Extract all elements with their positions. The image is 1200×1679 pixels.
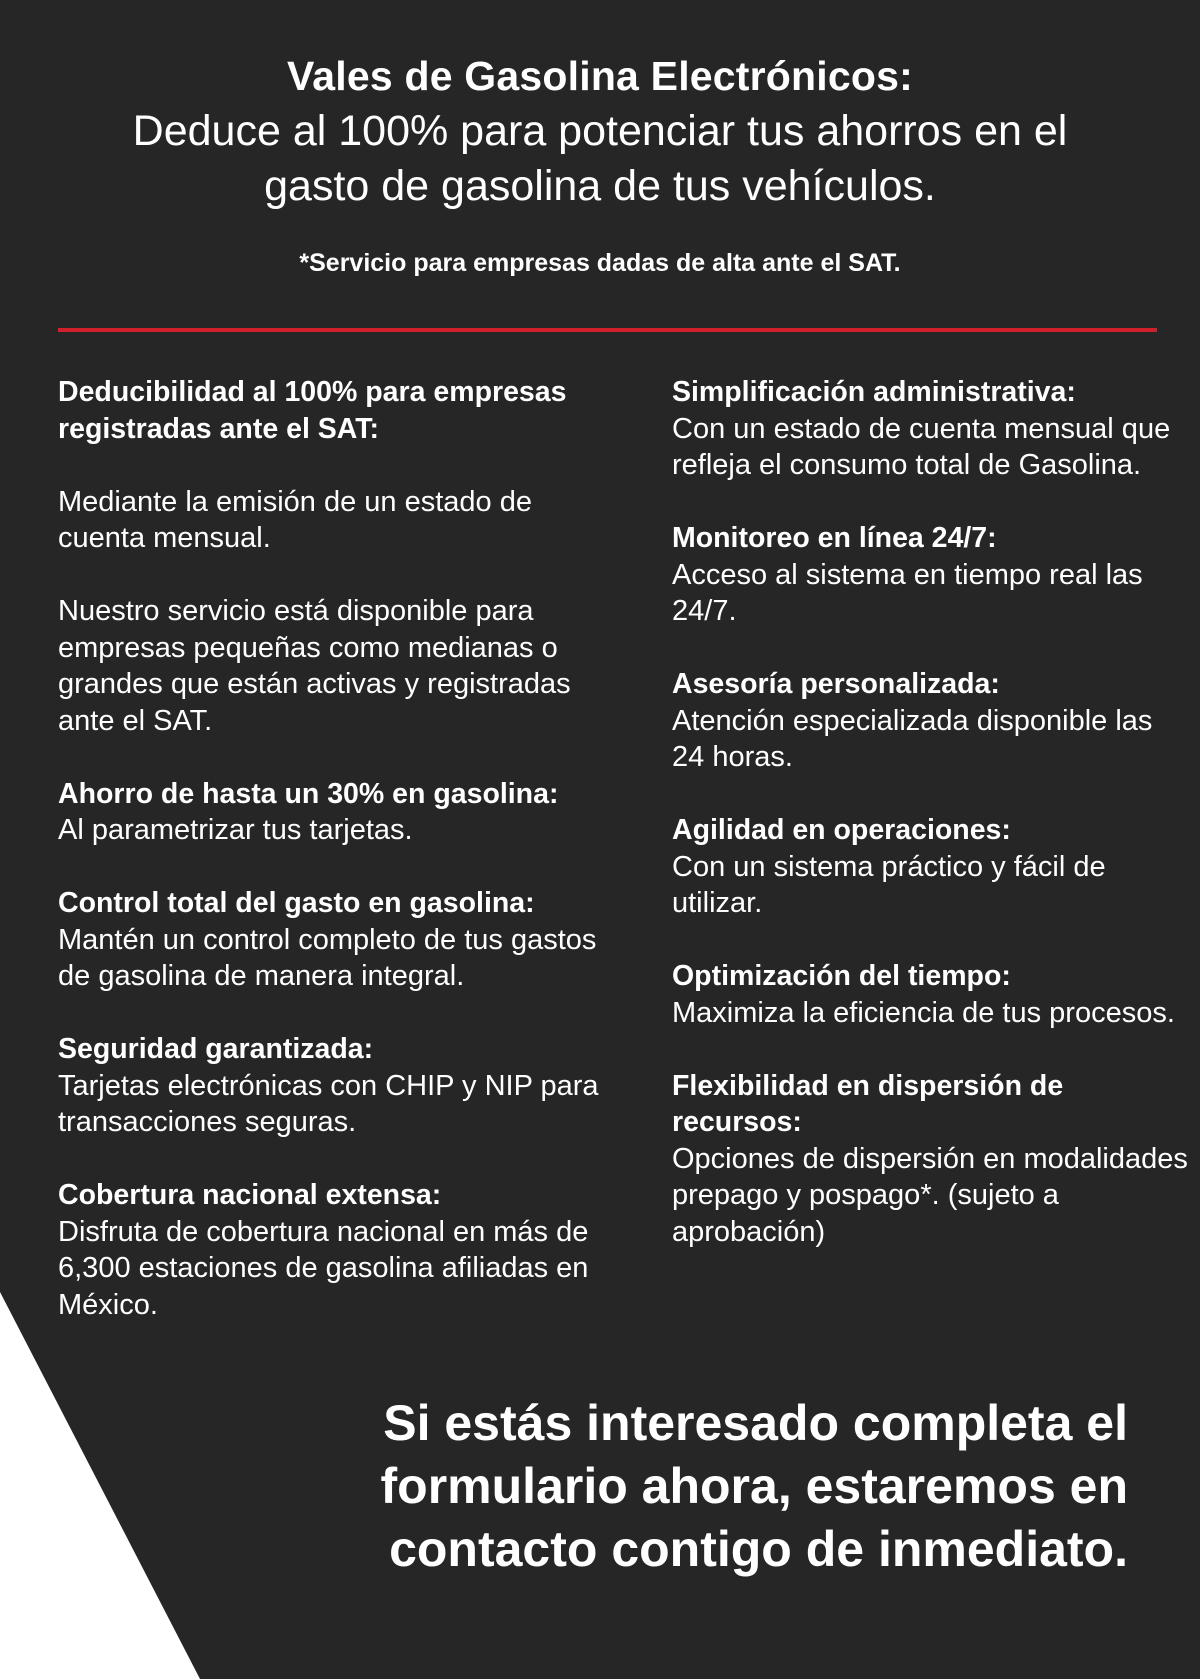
benefit-heading: Flexibilidad en dispersión de recursos: <box>672 1069 1064 1138</box>
benefit-heading: Optimización del tiempo: <box>672 960 1011 992</box>
benefit-text: Atención especializada disponible las 24 horas. <box>672 704 1153 773</box>
benefit-text: Con un estado de cuenta mensual que refleja el consumo total de Gasolina. <box>672 412 1171 481</box>
benefit-ahorro <box>58 776 618 849</box>
benefit-text: Mediante la emisión de un estado de cuenta mensual. <box>58 485 532 554</box>
red-divider <box>58 328 1157 332</box>
benefit-disponibilidad <box>58 593 618 739</box>
benefit-optimizacion <box>672 958 1192 1031</box>
page-subtitle <box>0 104 1200 214</box>
benefit-estado-cuenta <box>58 484 618 557</box>
benefit-seguridad <box>58 1031 618 1141</box>
benefit-asesoria <box>672 666 1192 776</box>
benefit-text: Tarjetas electrónicas con CHIP y NIP para transacciones seguras. <box>58 1069 599 1138</box>
benefit-heading: Monitoreo en línea 24/7: <box>672 522 997 554</box>
benefit-text: Al parametrizar tus tarjetas. <box>58 814 413 846</box>
benefit-heading: Control total del gasto en gasolina: <box>58 887 535 919</box>
benefit-agilidad <box>672 812 1192 922</box>
benefit-heading: Asesoría personalizada: <box>672 668 1000 700</box>
benefit-heading: Ahorro de hasta un 30% en gasolina: <box>58 777 559 810</box>
benefit-simplificacion <box>672 374 1192 484</box>
benefit-heading: Deducibilidad al 100% para empresas registradas ante el SAT: <box>58 376 567 445</box>
benefit-text: Disfruta de cobertura nacional en más de 6,300 estaciones de gasolina afiliadas en México. <box>58 1215 589 1321</box>
benefit-control <box>58 885 618 995</box>
cta-line-1: Si estás interesado completa el <box>383 1395 1128 1451</box>
benefit-cobertura <box>58 1177 618 1323</box>
cta-line-3: contacto contigo de inmediato. <box>389 1521 1128 1577</box>
benefit-text: Acceso al sistema en tiempo real las 24/7. <box>672 558 1143 627</box>
benefit-heading: Seguridad garantizada: <box>58 1033 374 1065</box>
benefit-text: Con un sistema práctico y fácil de utilizar. <box>672 850 1106 919</box>
left-column <box>58 374 618 1360</box>
benefit-heading: Cobertura nacional extensa: <box>58 1179 442 1211</box>
subtitle-line-2: gasto de gasolina de tus vehículos. <box>264 162 936 210</box>
benefit-deducibilidad <box>58 374 618 447</box>
benefit-heading: Simplificación administrativa: <box>672 376 1076 408</box>
cta-line-2: formulario ahora, estaremos en <box>380 1458 1128 1514</box>
benefit-flexibilidad <box>672 1068 1192 1251</box>
benefit-text: Maximiza la eficiencia de tus procesos. <box>672 996 1175 1029</box>
call-to-action <box>348 1392 1128 1581</box>
sat-note: *Servicio para empresas dadas de alta ante el SAT. <box>299 249 901 277</box>
benefit-text: Opciones de dispersión en modalidades prepago y pospago*. (sujeto a aprobación) <box>672 1142 1188 1248</box>
subtitle-line-1: Deduce al 100% para potenciar tus ahorros en el <box>132 107 1068 155</box>
header <box>0 48 1200 280</box>
benefit-text: Nuestro servicio está disponible para empresas pequeñas como medianas o grandes que están activas y registradas ante el SAT. <box>58 595 571 737</box>
benefit-monitoreo <box>672 520 1192 630</box>
benefit-heading: Agilidad en operaciones: <box>672 814 1011 846</box>
right-column <box>672 374 1192 1287</box>
benefit-text: Mantén un control completo de tus gastos de gasolina de manera integral. <box>58 923 597 992</box>
page-title: Vales de Gasolina Electrónicos: <box>286 53 913 99</box>
